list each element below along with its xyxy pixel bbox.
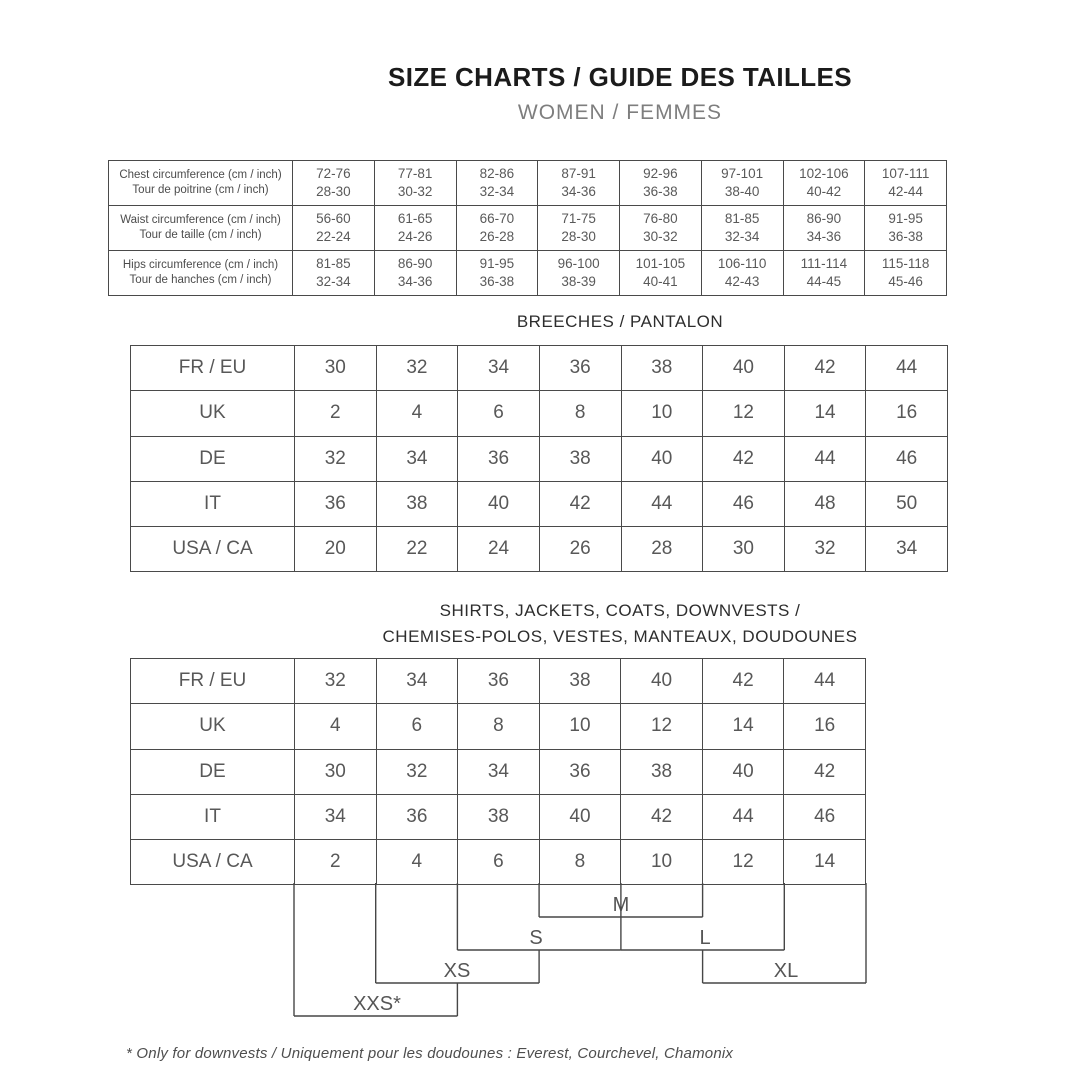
size-cell: 14: [702, 704, 784, 749]
size-row-label: UK: [131, 704, 295, 749]
measure-inch-value: 30-32: [643, 229, 678, 244]
measure-cm-value: 91-95: [888, 210, 923, 226]
measure-cm-value: 107-111: [881, 165, 930, 181]
measure-cell: [538, 206, 620, 251]
size-cell: 6: [376, 704, 458, 749]
size-row: [131, 391, 948, 436]
measure-cell: [538, 251, 620, 296]
size-cell: 38: [376, 481, 458, 526]
size-cell: 38: [621, 346, 703, 391]
shirts-heading-line2: CHEMISES-POLOS, VESTES, MANTEAUX, DOUDOUNES: [382, 627, 858, 646]
measure-inch-value: 30-32: [397, 184, 433, 199]
measure-cm-value: 76-80: [643, 210, 678, 226]
size-cell: 44: [621, 481, 703, 526]
breeches-heading: BREECHES / PANTALON: [516, 312, 724, 331]
size-cell: 44: [866, 346, 948, 391]
size-cell: 36: [295, 481, 377, 526]
measure-inch-value: 40-41: [643, 274, 678, 289]
measure-row: [109, 251, 947, 296]
measure-inch-value: 34-36: [806, 229, 842, 244]
size-cell: 6: [458, 391, 540, 436]
shirts-heading-line1: SHIRTS, JACKETS, COATS, DOWNVESTS /: [439, 601, 801, 620]
measure-inch-value: 32-34: [479, 184, 515, 199]
measure-inch-value: 38-40: [724, 184, 760, 199]
size-cell: 34: [376, 659, 458, 704]
size-cell: 24: [458, 527, 540, 572]
size-row-label: DE: [131, 436, 295, 481]
size-cell: 36: [458, 436, 540, 481]
measure-cm-value: 87-91: [561, 165, 596, 181]
size-row-label: FR / EU: [131, 659, 295, 704]
size-cell: 30: [295, 749, 377, 794]
size-row: [131, 436, 948, 481]
size-cell: 14: [784, 391, 866, 436]
measure-cm-value: 91-95: [479, 255, 515, 271]
size-cell: 42: [784, 749, 866, 794]
measure-cell: [456, 251, 538, 296]
measure-cm-value: 72-76: [316, 165, 351, 181]
measure-cell: [620, 251, 702, 296]
size-cell: 2: [295, 840, 377, 885]
measure-inch-value: 38-39: [561, 274, 596, 289]
measure-inch-value: 36-38: [643, 184, 678, 199]
size-cell: 36: [458, 659, 540, 704]
measure-cm-value: 86-90: [806, 210, 842, 226]
size-row: [131, 527, 948, 572]
measure-cm-value: 82-86: [479, 165, 515, 181]
size-cell: 40: [458, 481, 540, 526]
size-cell: 10: [621, 391, 703, 436]
size-cell: 46: [866, 436, 948, 481]
measure-inch-value: 28-30: [316, 184, 351, 199]
measurements-table: [108, 160, 947, 296]
bracket-label-xxs: XXS*: [353, 993, 401, 1015]
measure-cm-value: 115-118: [881, 255, 930, 271]
size-cell: 44: [784, 659, 866, 704]
size-cell: 6: [458, 840, 540, 885]
size-cell: 12: [702, 840, 784, 885]
size-cell: 22: [376, 527, 458, 572]
measure-cm-value: 102-106: [799, 165, 849, 181]
shirts-heading: [160, 598, 1080, 650]
size-cell: 16: [866, 391, 948, 436]
measure-cm-value: 56-60: [316, 210, 351, 226]
size-cell: 26: [539, 527, 621, 572]
size-cell: 42: [539, 481, 621, 526]
measure-label-fr: Tour de taille (cm / inch): [139, 229, 262, 241]
size-cell: 32: [376, 749, 458, 794]
measure-row: [109, 161, 947, 206]
measure-row: [109, 206, 947, 251]
size-row-label: IT: [131, 481, 295, 526]
measure-cell: [783, 206, 865, 251]
size-row-label: USA / CA: [131, 840, 295, 885]
size-cell: 48: [784, 481, 866, 526]
measure-cell: [701, 161, 783, 206]
size-cell: 44: [784, 436, 866, 481]
size-row: [131, 840, 866, 885]
size-brackets-diagram: [0, 883, 1080, 1028]
size-row-label: FR / EU: [131, 346, 295, 391]
measure-row-label: [109, 251, 293, 296]
size-cell: 12: [703, 391, 785, 436]
size-cell: 44: [702, 794, 784, 839]
measure-cm-value: 101-105: [635, 255, 686, 271]
size-cell: 4: [295, 704, 377, 749]
size-cell: 8: [539, 391, 621, 436]
bracket-label-l: L: [699, 927, 711, 949]
size-cell: 46: [703, 481, 785, 526]
size-cell: 8: [458, 704, 540, 749]
size-cell: 42: [702, 659, 784, 704]
measure-cell: [783, 161, 865, 206]
measure-inch-value: 22-24: [316, 229, 351, 244]
measure-cell: [293, 251, 375, 296]
size-cell: 40: [621, 436, 703, 481]
size-cell: 2: [295, 391, 377, 436]
bracket-label-xl: XL: [773, 960, 799, 982]
size-cell: 38: [458, 794, 540, 839]
size-cell: 10: [539, 704, 621, 749]
size-cell: 46: [784, 794, 866, 839]
measure-inch-value: 32-34: [724, 229, 760, 244]
measure-cm-value: 86-90: [397, 255, 433, 271]
size-cell: 42: [621, 794, 703, 839]
bracket-label-s: S: [529, 927, 543, 949]
size-cell: 34: [866, 527, 948, 572]
page-title: SIZE CHARTS / GUIDE DES TAILLES: [387, 62, 853, 92]
measure-label-en: Waist circumference (cm / inch): [120, 213, 281, 226]
breeches-table: [130, 345, 948, 572]
measure-inch-value: 32-34: [316, 274, 351, 289]
size-row: [131, 794, 866, 839]
size-cell: 30: [703, 527, 785, 572]
size-cell: 32: [376, 346, 458, 391]
measure-cell: [293, 206, 375, 251]
size-cell: 14: [784, 840, 866, 885]
measure-cell: [865, 161, 947, 206]
measure-cm-value: 96-100: [557, 255, 600, 271]
measure-inch-value: 34-36: [561, 184, 596, 199]
size-cell: 42: [703, 436, 785, 481]
measure-inch-value: 44-45: [806, 274, 842, 289]
size-cell: 40: [703, 346, 785, 391]
measure-cell: [374, 251, 456, 296]
size-row: [131, 704, 866, 749]
size-cell: 50: [866, 481, 948, 526]
size-cell: 20: [295, 527, 377, 572]
size-row: [131, 346, 948, 391]
measure-inch-value: 26-28: [479, 229, 515, 244]
measure-cell: [620, 161, 702, 206]
size-cell: 30: [295, 346, 377, 391]
shirts-table: [130, 658, 866, 885]
size-cell: 36: [539, 346, 621, 391]
size-cell: 10: [621, 840, 703, 885]
bracket-label-m: M: [612, 894, 630, 916]
size-row: [131, 749, 866, 794]
measure-cm-value: 106-110: [717, 255, 767, 271]
measure-inch-value: 24-26: [397, 229, 433, 244]
size-cell: 40: [702, 749, 784, 794]
measure-inch-value: 40-42: [806, 184, 842, 199]
measure-cell: [865, 206, 947, 251]
size-row: [131, 481, 948, 526]
size-row-label: UK: [131, 391, 295, 436]
size-cell: 38: [539, 659, 621, 704]
size-cell: 38: [621, 749, 703, 794]
size-cell: 36: [539, 749, 621, 794]
size-cell: 4: [376, 840, 458, 885]
size-cell: 32: [295, 436, 377, 481]
measure-cell: [456, 206, 538, 251]
measure-row-label: [109, 161, 293, 206]
size-cell: 34: [458, 749, 540, 794]
measure-cell: [374, 161, 456, 206]
size-cell: 32: [784, 527, 866, 572]
size-cell: 42: [784, 346, 866, 391]
measure-cm-value: 111-114: [800, 255, 848, 271]
measure-label-fr: Tour de poitrine (cm / inch): [132, 184, 269, 196]
measure-cell: [620, 206, 702, 251]
measure-cm-value: 81-85: [724, 210, 760, 226]
measure-cm-value: 77-81: [397, 165, 433, 181]
measure-inch-value: 42-43: [724, 274, 760, 289]
measure-inch-value: 34-36: [397, 274, 433, 289]
measure-cell: [783, 251, 865, 296]
page-subtitle: WOMEN / FEMMES: [517, 101, 723, 124]
size-cell: 12: [621, 704, 703, 749]
measure-cm-value: 71-75: [561, 210, 596, 226]
measure-inch-value: 45-46: [888, 274, 923, 289]
measure-inch-value: 28-30: [561, 229, 596, 244]
size-cell: 34: [458, 346, 540, 391]
measure-cell: [865, 251, 947, 296]
measure-cell: [701, 206, 783, 251]
measure-cm-value: 92-96: [643, 165, 678, 181]
size-row-label: IT: [131, 794, 295, 839]
size-cell: 16: [784, 704, 866, 749]
measure-label-fr: Tour de hanches (cm / inch): [129, 274, 272, 286]
measure-cell: [293, 161, 375, 206]
size-cell: 40: [621, 659, 703, 704]
measure-cm-value: 81-85: [316, 255, 351, 271]
measure-label-en: Chest circumference (cm / inch): [119, 168, 282, 181]
size-row-label: DE: [131, 749, 295, 794]
measure-cell: [701, 251, 783, 296]
size-cell: 4: [376, 391, 458, 436]
footnote: * Only for downvests / Uniquement pour les doudounes : Everest, Courchevel, Chamonix: [126, 1045, 734, 1062]
size-row: [131, 659, 866, 704]
bracket-label-xs: XS: [443, 960, 471, 982]
measure-row-label: [109, 206, 293, 251]
size-cell: 34: [376, 436, 458, 481]
size-cell: 8: [539, 840, 621, 885]
measure-inch-value: 42-44: [888, 184, 923, 199]
size-row-label: USA / CA: [131, 527, 295, 572]
size-cell: 28: [621, 527, 703, 572]
measure-cm-value: 61-65: [397, 210, 433, 226]
measure-cell: [374, 206, 456, 251]
size-cell: 32: [295, 659, 377, 704]
measure-cell: [456, 161, 538, 206]
measure-label-en: Hips circumference (cm / inch): [122, 258, 279, 271]
size-cell: 34: [295, 794, 377, 839]
size-cell: 40: [539, 794, 621, 839]
measure-cm-value: 97-101: [721, 165, 764, 181]
measure-cm-value: 66-70: [479, 210, 515, 226]
page-header: [160, 62, 1080, 125]
measure-inch-value: 36-38: [888, 229, 923, 244]
size-cell: 36: [376, 794, 458, 839]
measure-cell: [538, 161, 620, 206]
size-cell: 38: [539, 436, 621, 481]
measure-inch-value: 36-38: [479, 274, 515, 289]
